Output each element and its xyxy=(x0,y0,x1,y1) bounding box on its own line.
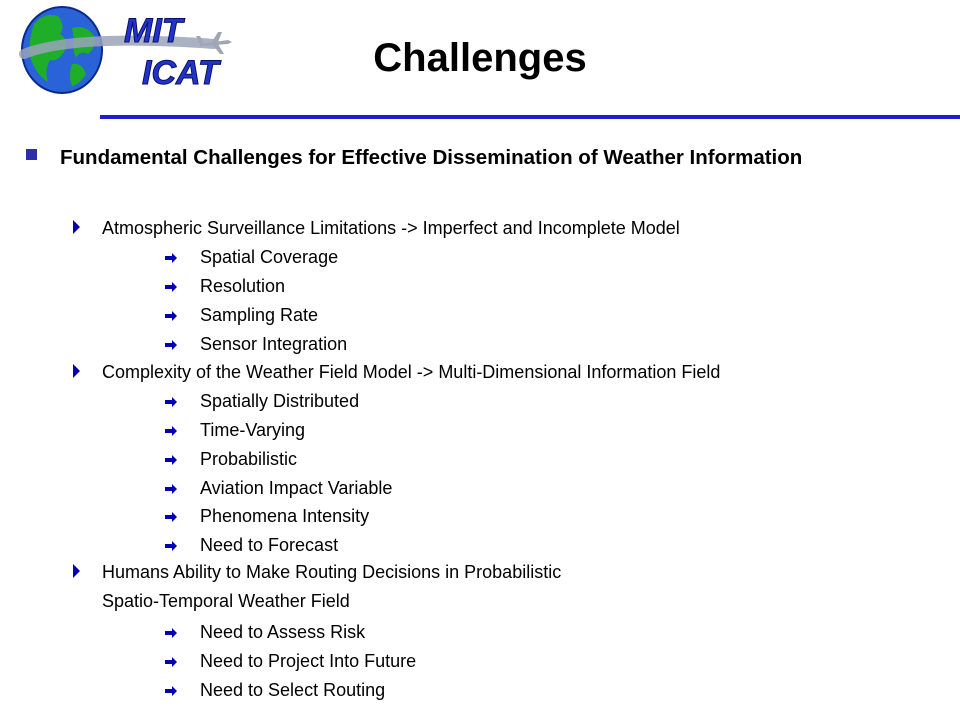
list-item: Time-Varying xyxy=(200,420,306,440)
square-bullet-icon xyxy=(26,149,37,160)
list-item: Need to Forecast xyxy=(200,535,339,555)
list-item: Probabilistic xyxy=(200,449,298,469)
arrow-bullet-icon xyxy=(164,281,178,293)
logo-mit-text: MIT xyxy=(124,12,183,50)
triangle-bullet-icon xyxy=(73,220,80,234)
triangle-bullet-icon xyxy=(73,364,80,378)
list-item: Aviation Impact Variable xyxy=(200,478,393,498)
list-item: Sampling Rate xyxy=(200,305,319,325)
arrow-bullet-icon xyxy=(164,454,178,466)
section-label: Atmospheric Surveillance Limitations -> Imperfect and Incomplete Model xyxy=(102,218,680,238)
logo-icat-text: ICAT xyxy=(142,54,219,92)
section-label: Complexity of the Weather Field Model -> Multi-Dimensional Information Field xyxy=(102,362,721,382)
page-title-text: Challenges xyxy=(373,36,587,80)
arrow-bullet-icon xyxy=(164,685,178,697)
arrow-bullet-icon xyxy=(164,252,178,264)
list-item: Sensor Integration xyxy=(200,334,348,354)
arrow-bullet-icon xyxy=(164,310,178,322)
section-label-line1: Humans Ability to Make Routing Decisions in Probabilistic xyxy=(102,562,562,582)
list-item: Need to Project Into Future xyxy=(200,651,417,671)
arrow-bullet-icon xyxy=(164,511,178,523)
triangle-bullet-icon xyxy=(73,564,80,578)
title-divider xyxy=(100,115,960,119)
list-item: Need to Select Routing xyxy=(200,680,386,700)
list-item: Spatial Coverage xyxy=(200,247,339,267)
arrow-bullet-icon xyxy=(164,656,178,668)
page-title xyxy=(0,34,960,82)
arrow-bullet-icon xyxy=(164,425,178,437)
arrow-bullet-icon xyxy=(164,627,178,639)
arrow-bullet-icon xyxy=(164,339,178,351)
list-item: Resolution xyxy=(200,276,286,296)
list-item: Spatially Distributed xyxy=(200,391,360,411)
main-point: Fundamental Challenges for Effective Dissemination of Weather Information xyxy=(60,146,803,169)
arrow-bullet-icon xyxy=(164,540,178,552)
arrow-bullet-icon xyxy=(164,483,178,495)
list-item: Need to Assess Risk xyxy=(200,622,366,642)
section-label-line2: Spatio-Temporal Weather Field xyxy=(102,591,350,611)
arrow-bullet-icon xyxy=(164,396,178,408)
list-item: Phenomena Intensity xyxy=(200,506,370,526)
